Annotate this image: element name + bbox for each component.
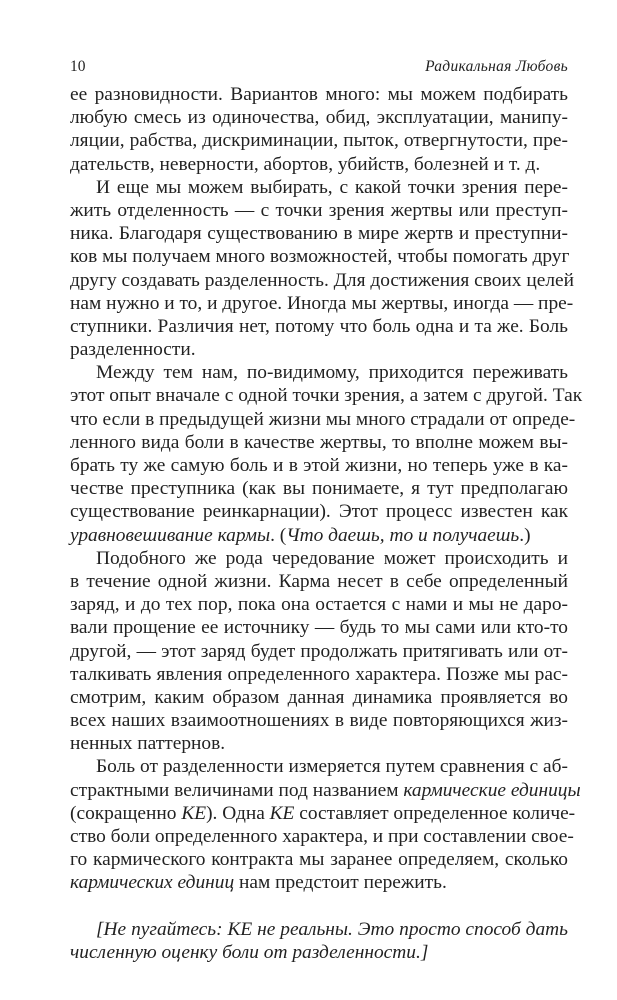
- text-segment: нам предстоит пережить.: [234, 872, 447, 894]
- italic-text: КЕ: [269, 802, 295, 824]
- bracketed-note: [70, 918, 568, 964]
- text-segment: составляет определенное количе-: [294, 802, 576, 824]
- spacer: [70, 895, 568, 918]
- text-segment: Между тем нам, по-видимому, приходится переживать: [96, 362, 568, 384]
- text-line: [70, 871, 568, 894]
- text-line: [70, 500, 568, 523]
- text-segment: ненных паттернов.: [70, 733, 226, 755]
- paragraph: [70, 755, 581, 894]
- text-line: [70, 153, 568, 176]
- text-line: [70, 292, 574, 315]
- text-line: [70, 547, 568, 570]
- text-line: [70, 106, 568, 129]
- text-line: [70, 663, 568, 686]
- text-segment: ков мы получаем много возможностей, чтобы помогать друг: [70, 246, 570, 268]
- page-body: [70, 83, 583, 964]
- italic-text: кармические единицы: [403, 779, 581, 801]
- text-line: [70, 129, 568, 152]
- text-segment: заряд, и до тех пор, пока она остается с нами и мы не даро-: [70, 594, 568, 616]
- text-segment: ленного вида боли в качестве жертвы, то вполне можем вы-: [70, 431, 568, 453]
- paragraph: [70, 176, 574, 362]
- text-segment: ). Одна: [206, 802, 270, 824]
- paragraph: [70, 361, 583, 547]
- text-segment: талкивать явления определенного характера. Позже мы рас-: [70, 663, 568, 685]
- text-line: [70, 199, 568, 222]
- text-segment: И еще мы можем выбирать, с какой точки зрения пере-: [96, 176, 568, 198]
- text-segment: всех наших взаимоотношениях в виде повторяющихся жиз-: [70, 710, 568, 732]
- text-line: [70, 848, 568, 871]
- paragraph: [70, 83, 568, 176]
- text-line: [70, 802, 576, 825]
- text-line: [70, 755, 568, 778]
- italic-text: Что даешь, то и получаешь: [286, 524, 520, 546]
- text-line: [70, 245, 568, 268]
- text-segment: дательств, неверности, абортов, убийств, болезней и т. д.: [70, 153, 541, 175]
- text-segment: нам нужно и то, и другое. Иногда мы жертвы, иногда — пре-: [70, 292, 574, 314]
- text-line: [70, 825, 574, 848]
- text-segment: существование реинкарнации). Этот процесс известен как: [70, 501, 568, 523]
- text-segment: го кармического контракта мы заранее определяем, сколько: [70, 849, 568, 871]
- text-line: [70, 176, 568, 199]
- text-line: [70, 454, 568, 477]
- text-line: [70, 616, 568, 639]
- note-line: [Не пугайтесь: КЕ не реальны. Это просто способ дать: [96, 918, 568, 940]
- text-segment: страктными величинами под названием: [70, 779, 404, 801]
- text-segment: ее разновидности. Вариантов много: мы можем подбирать: [70, 84, 568, 105]
- text-segment: Боль от разделенности измеряется путем сравнения с аб-: [96, 756, 568, 778]
- text-segment: ступники. Различия нет, потому что боль одна и та же. Боль: [70, 315, 568, 337]
- text-segment: вали прощение ее источнику — будь то мы сами или кто-то: [70, 617, 568, 639]
- text-line: [70, 570, 568, 593]
- text-line: [70, 779, 581, 802]
- text-segment: честве преступника (как вы понимаете, я тут предполагаю: [70, 478, 568, 500]
- text-segment: в течение одной жизни. Карма несет в себе определенный: [70, 570, 568, 592]
- text-line: [70, 83, 568, 106]
- text-segment: (сокращенно: [70, 802, 182, 824]
- page-number: 10: [70, 58, 86, 75]
- text-line: [70, 338, 568, 361]
- italic-text: КЕ: [181, 802, 207, 824]
- text-segment: ство боли определенного характера, и при составлении свое-: [70, 826, 574, 847]
- text-line: [70, 431, 568, 454]
- text-segment: жить отделенность — с точки зрения жертвы или преступ-: [70, 199, 568, 221]
- text-segment: ника. Благодаря существованию в мире жертв и преступни-: [70, 223, 568, 245]
- text-segment: любую смесь из одиночества, обид, эксплуатации, манипу-: [70, 107, 568, 129]
- text-line: [70, 408, 576, 431]
- text-segment: другой, — этот заряд будет продолжать притягивать или от-: [70, 640, 568, 662]
- paragraph: [70, 547, 568, 756]
- text-segment: этот опыт вначале с одной точки зрения, а затем с другой. Так: [70, 385, 583, 407]
- text-line: [70, 384, 583, 407]
- text-segment: Подобного же рода чередование может происходить и: [96, 547, 568, 569]
- italic-text: уравновешивание кармы: [70, 524, 271, 546]
- text-line: [70, 524, 568, 547]
- italic-text: кармических единиц: [70, 872, 235, 894]
- text-segment: другу создавать разделенность. Для достижения своих целей: [70, 269, 574, 291]
- page-header: [70, 58, 568, 80]
- text-line: [70, 732, 568, 755]
- text-segment: смотрим, каким образом данная динамика проявляется во: [70, 686, 568, 708]
- text-segment: брать ту же самую боль и в этой жизни, но теперь уже в ка-: [70, 455, 568, 476]
- text-segment: . (: [270, 524, 287, 546]
- running-title: Радикальная Любовь: [425, 58, 568, 75]
- text-line: [70, 315, 568, 338]
- text-segment: ляции, рабства, дискриминации, пыток, отвергнутости, пре-: [70, 130, 568, 152]
- text-segment: что если в предыдущей жизни мы много страдали от опреде-: [70, 408, 576, 430]
- text-line: [70, 593, 568, 616]
- text-segment: .): [519, 524, 531, 546]
- text-segment: разделенности.: [70, 339, 196, 361]
- text-line: [70, 640, 568, 663]
- text-line: [70, 269, 574, 292]
- text-line: [70, 361, 568, 384]
- text-line: [70, 222, 568, 245]
- text-line: [70, 709, 568, 732]
- text-line: [70, 477, 568, 500]
- text-line: [70, 686, 568, 709]
- note-line: численную оценку боли от разделенности.]: [70, 941, 429, 963]
